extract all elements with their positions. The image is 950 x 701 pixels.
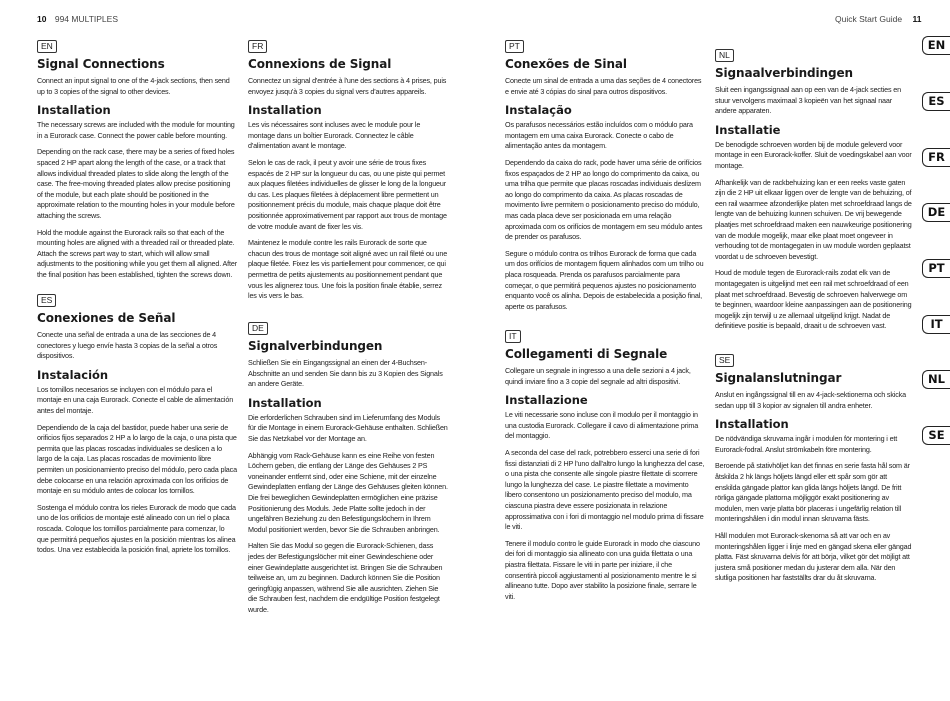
install-paragraph: Houd de module tegen de Eurorack-rails zodat elk van de montagegaten is uitgelijnd met een rail met schroefdraad of een plaat met schroefdraad. Bevestig de schroeven halverwege om te beginnen, waardoor kleine aanpassingen aan de positionering mogelijk zijn terwijl u ze allemaal uitgelijnd krijgt. Nadat de definitieve positie is bepaald, draait u de schroeven vast.	[715, 268, 912, 331]
intro-text: Connect an input signal to one of the 4-jack sections, then send up to 3 copies of the signal to other devices.	[37, 76, 230, 96]
intro-text: Schließen Sie ein Eingangssignal an einen der 4-Buchsen-Abschnitte an und senden Sie dann bis zu 3 Kopien des Signals an andere Geräte.	[248, 358, 443, 389]
language-tag: FR	[248, 40, 267, 53]
install-paragraph: Abhängig vom Rack-Gehäuse kann es eine Reihe von festen Löchern geben, die entlang der Länge des Gehäuses 2 PS voneinander entfernt sind, oder eine Schiene, mit der einzelne Gewindeplatten entlang der Länge des Gehäuses gleiten können. Die frei beweglichen Gewindeplatten ermöglichen eine präzise Positionierung des Moduls. Jede Platte sollte jedoch in der ungefähren Beziehung zu den Befestigungslöchern in Ihrem Modul positioniert werden, bevor Sie die Schrauben anbringen.	[248, 450, 448, 534]
install-paragraph: Selon le cas de rack, il peut y avoir une série de trous fixes espacés de 2 HP sur la longueur du cas, ou une piste qui permet aux plaques filetées individuelles de glisser le long de la longueur du cas. Les plaques filetées à déplacement libre permettent un positionnement précis du module, mais chaque plaque doit être positionnée approximativement par rapport aux trous de montage de votre module avant de fixer les vis.	[248, 157, 447, 231]
section-title: Signalanslutningar	[715, 371, 842, 385]
section-se	[715, 350, 913, 590]
section-nl	[715, 45, 913, 338]
section-it	[505, 326, 705, 608]
install-paragraph: Les vis nécessaires sont incluses avec le module pour le montage dans un boîtier Eurorack. Connectez le câble d'alimentation avant le montage.	[248, 120, 421, 151]
install-heading: Installation	[248, 395, 322, 410]
language-tag: EN	[37, 40, 57, 53]
language-tag: ES	[37, 294, 56, 307]
install-paragraph: Hold the module against the Eurorack rails so that each of the mounting holes are aligned with a threaded rail or threaded plate. Attach the screws part way to start, which will allow small adjustments to the positioning while you get them all aligned. After the final position has been established, tighten the screws down.	[37, 227, 237, 279]
section-title: Collegamenti di Segnale	[505, 347, 668, 361]
intro-text: Connectez un signal d'entrée à l'une des sections à 4 prises, puis envoyez jusqu'à 3 copies du signal vers d'autres appareils.	[248, 76, 447, 96]
intro-text: Collegare un segnale in ingresso a una delle sezioni a 4 jack, quindi inviare fino a 3 copie del segnale ad altri dispositivi.	[505, 366, 691, 386]
install-paragraph: Os parafusos necessários estão incluídos com o módulo para montagem em uma caixa Eurorack. Conecte o cabo de alimentação antes da montagem.	[505, 120, 693, 151]
section-title: Connexions de Signal	[248, 57, 392, 71]
section-title: Signalverbindungen	[248, 339, 383, 353]
section-es	[37, 290, 237, 562]
install-heading: Installatie	[715, 122, 781, 137]
install-paragraph: De benodigde schroeven worden bij de module geleverd voor montage in een Eurorack-koffer. Sluit de voedingskabel aan voor montage.	[715, 139, 912, 170]
install-heading: Installation	[37, 103, 111, 118]
install-paragraph: Håll modulen mot Eurorack-skenorna så att var och en av monteringshålen ligger i linje med en gängad skena eller gängad platta. Fäst skruvarna delvis för att börja, vilket gör det möjligt att justera små positioner medan du justerar dem alla. När den slutliga positionen har fastställts drar du åt skruvarna.	[715, 530, 912, 583]
language-tab-fr[interactable]: FR	[922, 148, 950, 167]
install-paragraph: Halten Sie das Modul so gegen die Eurorack-Schienen, dass jedes der Befestigungslöcher mit einer Gewindeschiene oder einer Gewindeplatte ausgerichtet ist. Bringen Sie die Schrauben teilweise an, um zu beginnen. Dadurch können Sie die Position geringfügig anpassen, während Sie alle ausrichten. Ziehen Sie die Schrauben fest, nachdem die endgültige Position festgelegt wurde.	[248, 541, 443, 614]
intro-text: Sluit een ingangssignaal aan op een van de 4-jack secties en stuur vervolgens maximaal 3 kopieën van het signaal naar andere apparaten.	[715, 85, 901, 116]
language-tag: DE	[248, 322, 268, 335]
page-header-right	[835, 14, 921, 24]
section-title: Signaalverbindingen	[715, 66, 853, 80]
install-paragraph: Los tornillos necesarios se incluyen con el módulo para el montaje en una caja Eurorack. Conecte el cable de alimentación antes del montaje.	[37, 384, 234, 415]
language-tag: NL	[715, 49, 734, 62]
install-heading: Installazione	[505, 393, 588, 408]
intro-text: Anslut en ingångssignal till en av 4-jack-sektionerna och skicka sedan upp till 3 kopior av signalen till andra enheter.	[715, 390, 906, 410]
install-paragraph: Tenere il modulo contro le guide Eurorack in modo che ciascuno dei fori di montaggio sia allineato con una guida filettata o una piastra filettata. Fissare le viti in parte per iniziare, il che consentirà piccoli aggiustamenti al posizionamento mentre le si allineano tutte. Dopo aver stabilito la posizione finale, serrare le viti.	[505, 538, 700, 601]
language-tab-it[interactable]: IT	[922, 315, 950, 334]
install-paragraph: Segure o módulo contra os trilhos Eurorack de forma que cada um dos orifícios de montagem fiquem alinhados com um trilho ou placa rosqueada. Prenda os parafusos parcialmente para começar, o que permitirá pequenos ajustes no posicionamento enquanto você os alinha. Depois de estabelecida a posição final, aperte os parafusos.	[505, 248, 704, 311]
section-title: Conexões de Sinal	[505, 57, 627, 71]
language-tab-en[interactable]: EN	[922, 36, 950, 55]
left-doc-title: 994 MULTIPLES	[54, 14, 118, 24]
section-de	[248, 318, 448, 621]
install-paragraph: Dependiendo de la caja del bastidor, puede haber una serie de orificios fijos separados 2 HP a lo largo de la caja, o una pista que permita que las placas roscadas individuales se deslicen a lo largo de la caja. Las placas roscadas de movimiento libre permiten un posicionamiento preciso del módulo, pero cada placa debe colocarse en una relación aproximada con los orificios de montaje en su módulo antes de colocar los tornillos.	[37, 422, 237, 496]
install-paragraph: The necessary screws are included with the module for mounting in a Eurorack case. Connect the power cable before mounting.	[37, 120, 235, 140]
install-heading: Installation	[715, 417, 789, 432]
section-title: Signal Connections	[37, 57, 165, 71]
right-doc-title: Quick Start Guide	[835, 14, 903, 24]
language-tab-pt[interactable]: PT	[922, 259, 950, 278]
install-paragraph: De nödvändiga skruvarna ingår i modulen för montering i ett Eurorack-fodral. Anslut strömkabeln före montering.	[715, 434, 898, 454]
language-tab-de[interactable]: DE	[922, 203, 950, 222]
section-title: Conexiones de Señal	[37, 311, 176, 325]
language-tag: PT	[505, 40, 524, 53]
install-paragraph: Le viti necessarie sono incluse con il modulo per il montaggio in una custodia Eurorack. Collegare il cavo di alimentazione prima del montaggio.	[505, 410, 699, 441]
section-fr	[248, 36, 448, 308]
section-pt	[505, 36, 705, 318]
language-tab-nl[interactable]: NL	[922, 370, 950, 389]
intro-text: Conecte una señal de entrada a una de las secciones de 4 conectores y luego envíe hasta 3 copias de la señal a otros dispositivos.	[37, 330, 218, 361]
install-paragraph: Beroende på stativhöljet kan det finnas en serie fasta hål som är åtskilda 2 hk längs höljets längd eller ett spår som gör att enskilda gängade plattor kan glida längs höljets längd. De fritt rörliga gängade plattorna möjliggör exakt positionering av modulen, men varje platta bör placeras i ungefärlig relation till monteringshålen i din modul innan skruvarna fästs.	[715, 461, 910, 524]
install-paragraph: A seconda del case del rack, potrebbero esserci una serie di fori fissi distanziati di 2 HP l'uno dall'altro lungo la lunghezza del case, o una pista che consente alle singole piastre filettate di scorrere lungo la lunghezza del case. Le piastre filettate a movimento libero consentono un posizionamento preciso del modulo, ma ciascuna piastra deve essere posizionata in relazione approssimativa con i fori di montaggio nel modulo prima di fissare le viti.	[505, 447, 705, 532]
language-tag: SE	[715, 354, 734, 367]
install-paragraph: Die erforderlichen Schrauben sind im Lieferumfang des Moduls für die Montage in einem Eurorack-Gehäuse enthalten. Schließen Sie das Netzkabel vor der Montage an.	[248, 412, 448, 443]
section-en	[37, 36, 237, 287]
left-page-number: 10	[37, 14, 47, 24]
install-heading: Instalación	[37, 367, 109, 382]
right-page-number: 11	[912, 14, 922, 24]
install-paragraph: Afhankelijk van de rackbehuizing kan er een reeks vaste gaten zijn die 2 HP uit elkaar liggen over de lengte van de behuizing, of een rail waarmee afzonderlijke platen met schroefdraad langs de lengte van de behuizing kunnen schuiven. De vrij bewegende plaatjes met schroefdraad maken een nauwkeurige positionering van de module mogelijk, maar elke plaat moet ongeveer in verhouding tot de montagegaten in uw module worden geplaatst voordat u de schroeven bevestigt.	[715, 177, 912, 261]
page-header-left	[37, 14, 118, 24]
language-tag: IT	[505, 330, 521, 343]
install-paragraph: Sostenga el módulo contra los rieles Eurorack de modo que cada uno de los orificios de montaje esté alineado con un riel o placa roscada. Coloque los tornillos parcialmente para comenzar, lo que permitirá pequeños ajustes en la posición mientras los alinea todos. Una vez establecida la posición final, apriete los tornillos.	[37, 502, 236, 555]
install-paragraph: Dependendo da caixa do rack, pode haver uma série de orifícios fixos espaçados de 2 HP ao longo do comprimento da caixa, ou uma trilha que permite que placas roscadas individuais deslizem ao longo do comprimento da caixa. As placas roscadas de movimento livre permitem o posicionamento preciso do módulo, mas cada placa deve ser posicionada em uma relação aproximada com os orifícios de montagem em seu módulo antes de prender os parafusos.	[505, 157, 703, 242]
install-heading: Instalação	[505, 103, 572, 118]
install-paragraph: Maintenez le module contre les rails Eurorack de sorte que chacun des trous de montage soit aligné avec un rail fileté ou une plaque filetée. Fixez les vis partiellement pour commencer, ce qui permettra de petits ajustements au positionnement pendant que vous les alignerez tous. Une fois la position finale établie, serrez les vis vers le bas.	[248, 238, 448, 301]
language-tab-se[interactable]: SE	[922, 426, 950, 445]
install-paragraph: Depending on the rack case, there may be a series of fixed holes spaced 2 HP apart along the length of the case, or a track that allows individual threaded plates to slide along the length of the case. The free-moving threaded plates allow precise positioning of the module, but each plate should be positioned in the approximate relation to the mounting holes in your module before attaching the screws.	[37, 147, 235, 220]
intro-text: Conecte um sinal de entrada a uma das seções de 4 conectores e envie até 3 cópias do sinal para outros dispositivos.	[505, 76, 702, 96]
install-heading: Installation	[248, 103, 322, 118]
language-tab-es[interactable]: ES	[922, 92, 950, 111]
